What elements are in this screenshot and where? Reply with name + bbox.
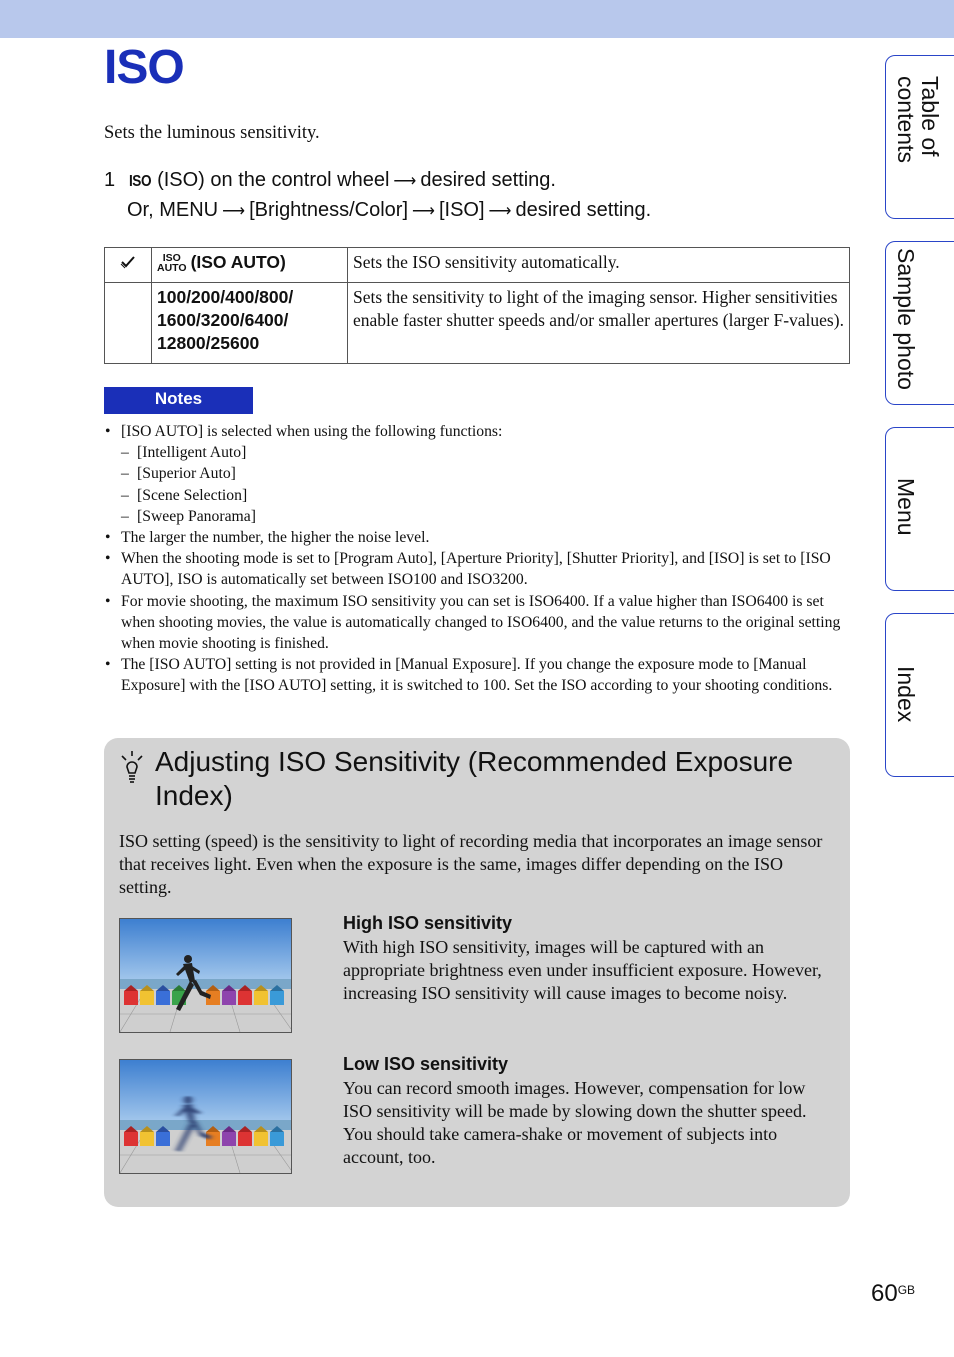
high-iso-text: With high ISO sensitivity, images will be captured with an appropriate brightness even under insufficient exposure. However, increasing ISO sensitivity will cause images to become noisy. (343, 937, 822, 1003)
icon-top: ISO (162, 252, 181, 265)
step-text: [Brightness/Color] (249, 199, 409, 221)
icon-bottom: AUTO (157, 262, 187, 275)
table-row (105, 248, 850, 283)
default-marker-cell (105, 283, 152, 364)
arrow-icon: ⟶ (412, 203, 435, 220)
low-iso-text: You can record smooth images. However, compensation for low ISO sensitivity will be made by slowing down the shutter speed. You should take camera-shake or movement of subjects into account, too. (343, 1078, 807, 1167)
setting-name-cell: 100/200/400/800/ 1600/3200/6400/ 12800/25600 (152, 283, 348, 364)
step-1 (104, 166, 651, 226)
list-item: • When the shooting mode is set to [Program Auto], [Aperture Priority], [Shutter Priority], and [ISO] is set to [ISO AUTO], ISO is automatically set between ISO100 and ISO3200. (104, 548, 849, 590)
notes-list (104, 421, 849, 697)
header-band (0, 0, 954, 38)
hint-title: Adjusting ISO Sensitivity (Recommended Exposure Index) (155, 746, 794, 811)
default-marker-cell (105, 248, 152, 283)
tab-sample-photo[interactable] (885, 241, 954, 405)
arrow-icon: ⟶ (393, 173, 417, 190)
step-number: 1 (104, 169, 116, 191)
intro-text: Sets the luminous sensitivity. (104, 123, 320, 143)
table-row (105, 283, 850, 364)
low-iso-heading: Low ISO sensitivity (343, 1054, 509, 1074)
tab-label: Sample photo (893, 248, 919, 390)
notes-label: Notes (104, 387, 253, 414)
step-text: [ISO] (438, 199, 485, 221)
tab-label: Table of contents (893, 76, 943, 163)
high-iso-sample-photo (119, 918, 292, 1033)
list-item: • For movie shooting, the maximum ISO sensitivity you can set is ISO6400. If a value higher than ISO6400 is set when shooting movies, the value is automatically changed to ISO6400, and the value returns to the original setting when movie shooting is finished. (104, 591, 849, 655)
tab-menu[interactable] (885, 427, 954, 591)
lightbulb-icon (120, 750, 144, 786)
iso-settings-table (104, 247, 850, 364)
list-item: • The [ISO AUTO] setting is not provided in [Manual Exposure]. If you change the exposure mode to [Manual Exposure] with the [ISO AUTO] setting, it is switched to 100. Set the ISO according to your shooting conditions. (104, 654, 849, 696)
list-item: – [Intelligent Auto] (104, 442, 849, 463)
page-number-value: 60 (871, 1280, 898, 1307)
list-item: – [Scene Selection] (104, 485, 849, 506)
hint-box (104, 738, 850, 1207)
list-item: • [ISO AUTO] is selected when using the following functions: (104, 421, 849, 442)
tab-label: Index (893, 666, 919, 723)
runner-photo-blurred (120, 1060, 291, 1173)
page-title: ISO (104, 41, 184, 94)
arrow-icon: ⟶ (488, 203, 512, 220)
step-text: Or, MENU (127, 199, 219, 221)
step-text: desired setting. (515, 199, 652, 221)
runner-photo-sharp (120, 919, 291, 1032)
iso-icon: ISO (128, 173, 152, 190)
arrow-icon: ⟶ (222, 203, 246, 220)
tab-index[interactable] (885, 613, 954, 777)
setting-name-cell (152, 248, 348, 283)
tab-table-of-contents[interactable] (885, 55, 954, 219)
list-item: – [Sweep Panorama] (104, 506, 849, 527)
high-iso-heading: High ISO sensitivity (343, 913, 513, 933)
step-line-2 (104, 196, 651, 226)
step-text: (ISO) on the control wheel (157, 169, 390, 191)
step-line-1 (104, 166, 651, 196)
tab-label: Menu (893, 478, 919, 536)
low-iso-sample-photo (119, 1059, 292, 1174)
page-number-suffix: GB (897, 1283, 916, 1297)
iso-auto-icon (157, 253, 187, 273)
step-text: desired setting. (420, 169, 556, 191)
setting-desc-cell: Sets the ISO sensitivity automatically. (348, 248, 850, 283)
default-check-icon (120, 255, 136, 269)
page-number (871, 1280, 915, 1308)
hint-body: ISO setting (speed) is the sensitivity to light of recording media that incorporates an image sensor that receives light. Even when the exposure is the same, images differ depending on the ISO setting. (119, 831, 823, 897)
list-item: • The larger the number, the higher the noise level. (104, 527, 849, 548)
list-item: – [Superior Auto] (104, 463, 849, 484)
setting-desc-cell: Sets the sensitivity to light of the imaging sensor. Higher sensitivities enable faster shutter speeds and/or smaller apertures (larger F-values). (348, 283, 850, 364)
setting-label: (ISO AUTO) (190, 252, 286, 272)
